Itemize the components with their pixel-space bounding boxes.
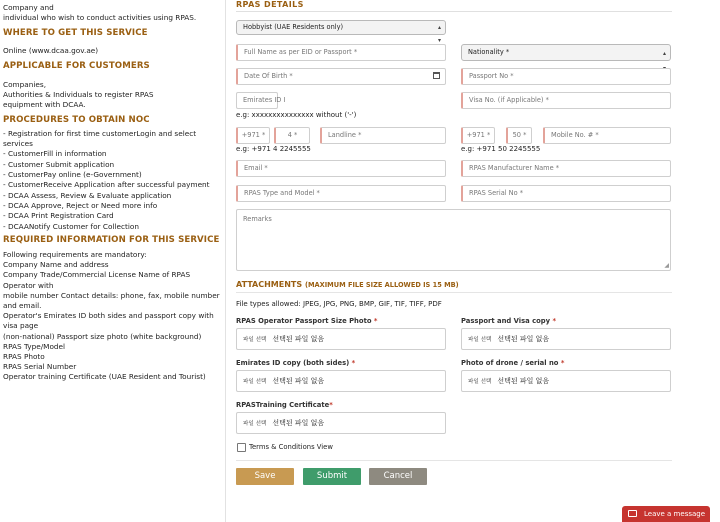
passport-photo-label xyxy=(236,317,377,325)
terms-checkbox[interactable] xyxy=(237,443,246,452)
required-mark: * xyxy=(373,317,378,325)
required-line: RPAS Type/Model xyxy=(3,341,66,351)
procedures-heading: PROCEDURES TO OBTAIN NOC xyxy=(3,114,150,125)
required-mark: * xyxy=(329,401,333,409)
required-line: Operator training Certificate (UAE Resident and Tourist) xyxy=(3,372,206,382)
landline-area-code[interactable]: 4 * xyxy=(274,127,310,144)
drone-photo-label xyxy=(461,359,564,367)
training-cert-file-input[interactable] xyxy=(236,412,446,434)
procedure-item: - Customer Submit application xyxy=(3,159,115,169)
choose-file-button[interactable]: 파일 선택 xyxy=(243,337,267,343)
no-file-text: 선택된 파일 없음 xyxy=(497,335,550,343)
terms-link[interactable]: Terms & Conditions View xyxy=(249,443,333,451)
emirates-copy-label xyxy=(236,359,355,367)
no-file-text: 선택된 파일 없음 xyxy=(497,377,550,385)
service-info-panel xyxy=(0,0,222,522)
attachments-rule xyxy=(236,292,672,293)
drone-photo-label-text: Photo of drone / serial no xyxy=(461,359,559,367)
where-text: Online (www.dcaa.gov.ae) xyxy=(3,45,99,55)
choose-file-button[interactable]: 파일 선택 xyxy=(468,337,492,343)
required-mark: * xyxy=(552,317,557,325)
mobile-country-code[interactable]: +971 * xyxy=(461,127,495,144)
applicable-line: equipment with DCAA. xyxy=(3,100,86,110)
landline-input[interactable]: Landline * xyxy=(320,127,446,144)
type-model-input[interactable]: RPAS Type and Model * xyxy=(236,185,446,202)
file-types-note: File types allowed: JPEG, JPG, PNG, BMP, GIF, TIF, TIFF, PDF xyxy=(236,300,442,308)
applicable-heading: APPLICABLE FOR CUSTOMERS xyxy=(3,60,150,71)
section-title: RPAS DETAILS xyxy=(236,0,304,9)
required-line: Operator's Emirates ID both sides and passport copy with visa page xyxy=(3,311,214,331)
intro-line-2: individual who wish to conduct activities using RPAS. xyxy=(3,13,197,23)
landline-country-code[interactable]: +971 * xyxy=(236,127,270,144)
required-line: Following requirements are mandatory: xyxy=(3,250,147,259)
choose-file-button[interactable]: 파일 선택 xyxy=(243,421,267,427)
serial-no-input[interactable]: RPAS Serial No * xyxy=(461,185,671,202)
required-line: RPAS Serial Number xyxy=(3,362,77,372)
training-cert-label xyxy=(236,401,333,409)
required-mark: * xyxy=(560,359,565,367)
mobile-hint: e.g: +971 50 2245555 xyxy=(461,145,541,153)
landline-hint: e.g: +971 4 2245555 xyxy=(236,145,311,153)
buttons-rule xyxy=(236,460,672,461)
passport-visa-label xyxy=(461,317,556,325)
procedure-item: - CustomerPay online (e-Government) xyxy=(3,170,142,180)
procedure-item: - DCAA Print Registration Card xyxy=(3,211,114,221)
attachments-size-note: (MAXIMUM FILE SIZE ALLOWED IS 15 MB) xyxy=(304,281,459,289)
nationality-select-value: Nationality * xyxy=(468,48,510,56)
select-arrows-icon: ▴ xyxy=(662,50,666,57)
passport-no-input[interactable]: Passport No * xyxy=(461,68,671,85)
procedure-item: - DCAA Assess, Review & Evaluate application xyxy=(3,190,172,200)
dob-placeholder: Date Of Birth * xyxy=(244,72,293,80)
choose-file-button[interactable]: 파일 선택 xyxy=(243,379,267,385)
applicable-line: Authorities & Individuals to register RPAS xyxy=(3,90,154,100)
envelope-icon xyxy=(628,510,637,517)
required-line: RPAS Photo xyxy=(3,352,45,362)
required-line: Company Trade/Commercial License Name of RPAS Operator with xyxy=(3,270,191,290)
email-input[interactable]: Email * xyxy=(236,160,446,177)
leave-message-button[interactable] xyxy=(622,506,710,522)
required-mark: * xyxy=(351,359,356,367)
category-select-value: Hobbyist (UAE Residents only) xyxy=(243,23,344,31)
applicable-line: Companies, xyxy=(3,80,47,90)
cancel-button[interactable]: Cancel xyxy=(369,468,427,485)
select-arrows-icon: ▴ ▾ xyxy=(437,24,441,44)
no-file-text: 선택된 파일 없음 xyxy=(272,335,325,343)
calendar-icon[interactable] xyxy=(433,72,440,79)
attachments-title xyxy=(236,280,459,289)
intro-line-1: Company and xyxy=(3,3,54,12)
emirates-id-input[interactable]: Emirates ID I xyxy=(236,92,278,109)
column-divider xyxy=(225,0,226,522)
full-name-input[interactable]: Full Name as per EID or Passport * xyxy=(236,44,446,61)
procedures-list xyxy=(3,129,222,232)
choose-file-button[interactable]: 파일 선택 xyxy=(468,379,492,385)
passport-visa-file-input[interactable] xyxy=(461,328,671,350)
no-file-text: 선택된 파일 없음 xyxy=(272,419,325,427)
passport-photo-label-text: RPAS Operator Passport Size Photo xyxy=(236,317,372,325)
drone-photo-file-input[interactable] xyxy=(461,370,671,392)
procedure-item: - DCAANotify Customer for Collection xyxy=(3,221,139,231)
procedure-item: - Registration for first time customerLogin and select services xyxy=(3,128,197,149)
procedure-item: - DCAA Approve, Reject or Need more info xyxy=(3,200,158,210)
no-file-text: 선택된 파일 없음 xyxy=(272,377,325,385)
required-line: Company Name and address xyxy=(3,260,109,270)
passport-visa-label-text: Passport and Visa copy xyxy=(461,317,551,325)
section-rule xyxy=(236,11,672,12)
training-cert-label-text: RPASTraining Certificate xyxy=(236,401,330,409)
passport-photo-file-input[interactable] xyxy=(236,328,446,350)
dob-input[interactable] xyxy=(236,68,446,85)
procedure-item: - CustomerReceive Application after successful payment xyxy=(3,180,210,190)
mobile-input[interactable]: Mobile No. # * xyxy=(543,127,671,144)
attachments-title-text: ATTACHMENTS xyxy=(236,280,303,289)
resize-grip-icon[interactable]: ◢ xyxy=(664,262,669,269)
emirates-copy-label-text: Emirates ID copy (both sides) xyxy=(236,359,350,367)
mobile-prefix[interactable]: 50 * xyxy=(506,127,532,144)
where-heading: WHERE TO GET THIS SERVICE xyxy=(3,28,148,39)
manufacturer-input[interactable]: RPAS Manufacturer Name * xyxy=(461,160,671,177)
nationality-select[interactable] xyxy=(461,44,671,61)
remarks-textarea[interactable] xyxy=(236,209,671,271)
required-line: (non-national) Passport size photo (white background) xyxy=(3,331,202,341)
submit-button[interactable]: Submit xyxy=(303,468,361,485)
visa-no-input[interactable]: Visa No. (if Applicable) * xyxy=(461,92,671,109)
procedure-item: - CustomerFill in information xyxy=(3,149,107,159)
emirates-id-hint: e.g: xxxxxxxxxxxxxxx without ('-') xyxy=(236,111,357,119)
emirates-copy-file-input[interactable] xyxy=(236,370,446,392)
category-select[interactable] xyxy=(236,20,446,44)
remarks-placeholder: Remarks xyxy=(243,215,272,223)
required-line: mobile number Contact details: phone, fax, mobile number and email. xyxy=(3,290,220,311)
leave-message-label: Leave a message xyxy=(644,510,706,518)
required-heading: REQUIRED INFORMATION FOR THIS SERVICE xyxy=(3,234,220,245)
save-button[interactable]: Save xyxy=(236,468,294,485)
